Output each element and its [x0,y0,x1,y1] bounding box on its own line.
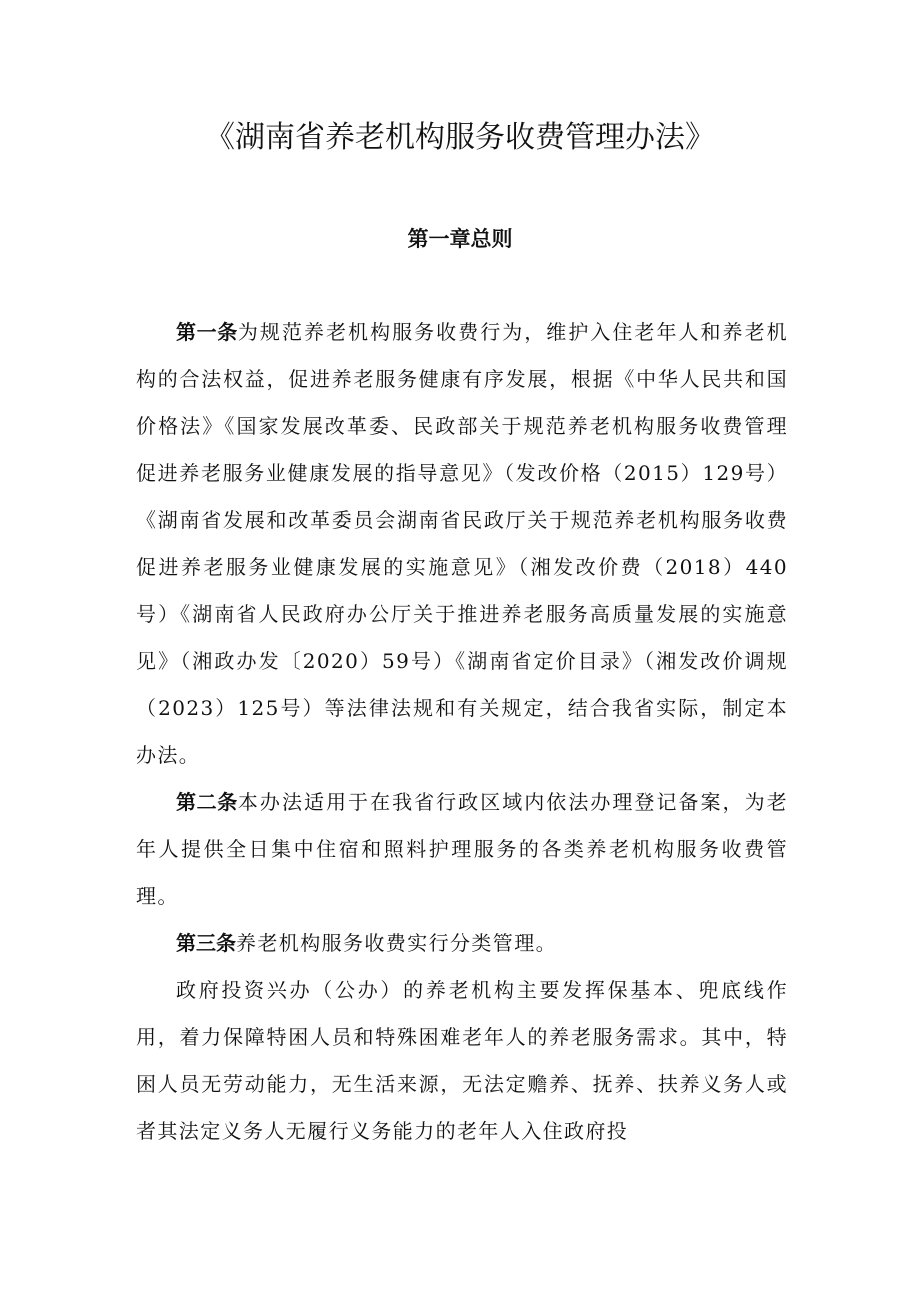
article-2-label: 第二条 [176,790,238,814]
article-3-label: 第三条 [176,931,236,955]
article-1-label: 第一条 [176,320,238,344]
article-2-text: 本办法适用于在我省行政区域内依法办理登记备案，为老年人提供全日集中住宿和照料护理服务的各类养老机构服务收费管理。 [136,790,789,908]
article-1-paragraph [136,309,788,779]
document-body [136,309,788,1155]
article-3-paragraph [136,920,788,967]
chapter-heading: 第一章总则 [407,227,513,251]
article-2-paragraph [136,779,788,920]
article-3-continuation-paragraph [136,967,788,1155]
article-3-continuation-text: 政府投资兴办（公办）的养老机构主要发挥保基本、兜底线作用，着力保障特困人员和特殊困难老年人的养老服务需求。其中，特困人员无劳动能力，无生活来源，无法定赡养、抚养、扶养义务人或者其法定义务人无履行义务能力的老年人入住政府投 [136,978,788,1143]
article-1-text: 为规范养老机构服务收费行为，维护入住老年人和养老机构的合法权益，促进养老服务健康有序发展，根据《中华人民共和国价格法》《国家发展改革委、民政部关于规范养老机构服务收费管理促进养老服务业健康发展的指导意见》（发改价格（2015）129号）《湖南省发展和改革委员会湖南省民政厅关于规范养老机构服务收费促进养老服务业健康发展的实施意见》（湘发改价费（2018）440号）《湖南省人民政府办公厅关于推进养老服务高质量发展的实施意见》（湘政办发〔2020）59号）《湖南省定价目录》（湘发改价调规（2023）125号）等法律法规和有关规定，结合我省实际，制定本办法。 [136,320,789,767]
document-title: 《湖南省养老机构服务收费管理办法》 [205,120,715,155]
article-3-text: 养老机构服务收费实行分类管理。 [236,931,557,955]
